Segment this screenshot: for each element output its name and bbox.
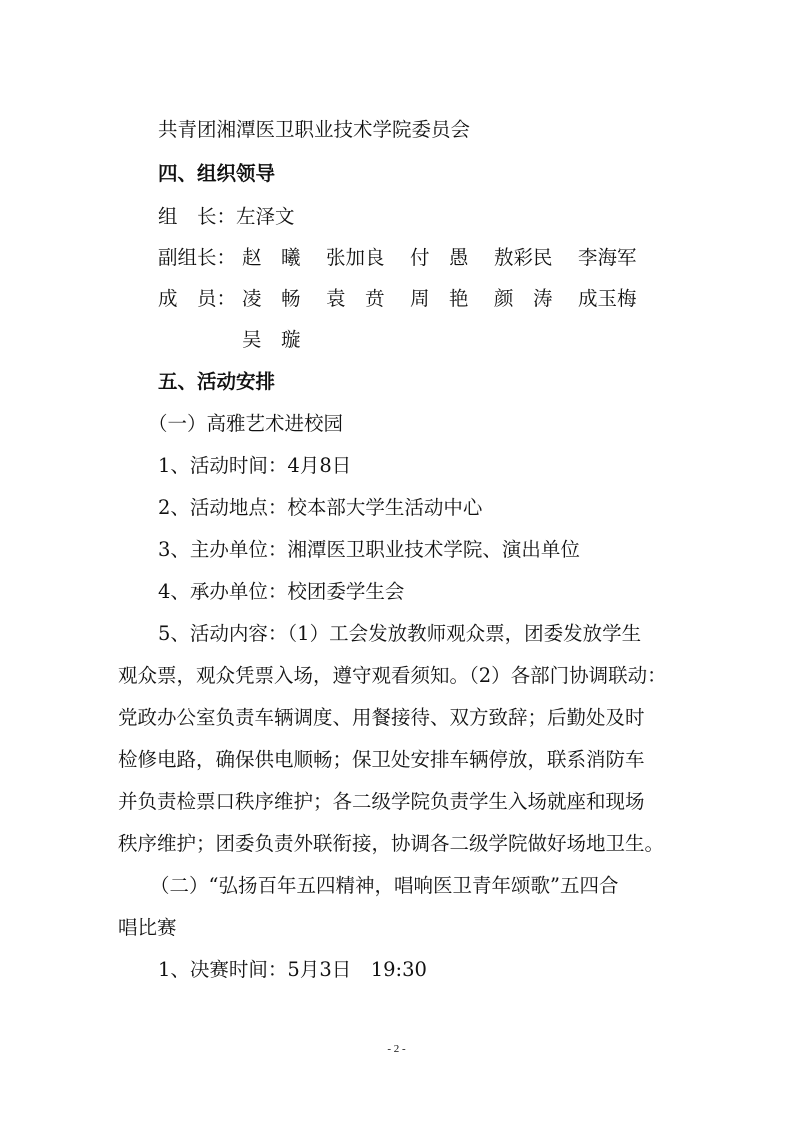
- member-name: 周 艳: [410, 287, 469, 310]
- member-name: 袁 贲: [326, 287, 385, 310]
- deputy-name: 李海军: [578, 246, 637, 269]
- members-row: [158, 287, 637, 311]
- deputy-name: 张加良: [326, 246, 385, 269]
- leader-row: [158, 205, 295, 229]
- content-line: 检修电路，确保供电顺畅；保卫处安排车辆停放，联系消防车: [118, 748, 645, 771]
- content-line: 5、活动内容：（1）工会发放教师观众票，团委发放学生: [158, 622, 642, 645]
- content-line: 秩序维护；团委负责外联衔接，协调各二级学院做好场地卫生。: [118, 832, 665, 855]
- sub2-title: （二）“弘扬百年五四精神，唱响医卫青年颂歌”五四合: [150, 874, 619, 897]
- member-name: 颜 涛: [494, 287, 553, 310]
- content-line: 党政办公室负责车辆调度、用餐接待、双方致辞；后勤处及时: [118, 706, 645, 729]
- deputy-name: 赵 曦: [242, 246, 301, 269]
- sub2-item: 1、决赛时间：5月3日 19:30: [158, 958, 427, 981]
- members-label: 成 员：: [158, 287, 237, 310]
- leader-label: 组 长：: [158, 205, 237, 228]
- member-name: 凌 畅: [242, 287, 301, 310]
- deputy-label: 副组长：: [158, 246, 237, 269]
- leader-name: 左泽文: [236, 205, 295, 228]
- member-name: 成玉梅: [578, 287, 637, 310]
- section4-heading: 四、组织领导: [158, 162, 276, 185]
- sub1-item: 2、活动地点：校本部大学生活动中心: [158, 496, 483, 519]
- page-number: - 2 -: [387, 1043, 406, 1055]
- deputy-name: 敖彩民: [494, 246, 553, 269]
- member-name: 吴 璇: [242, 328, 301, 351]
- sub1-title: （一）高雅艺术进校园: [148, 412, 344, 435]
- deputy-row: [158, 246, 637, 270]
- sub1-item: 4、承办单位：校团委学生会: [158, 580, 405, 603]
- section5-heading: 五、活动安排: [158, 370, 276, 393]
- org-name: 共青团湘潭医卫职业技术学院委员会: [158, 118, 471, 141]
- content-line: 并负责检票口秩序维护；各二级学院负责学生入场就座和现场: [118, 790, 645, 813]
- sub2-title: 唱比赛: [118, 916, 177, 939]
- sub1-item: 3、主办单位：湘潭医卫职业技术学院、演出单位: [158, 538, 580, 561]
- sub1-item: 1、活动时间：4月8日: [158, 454, 352, 477]
- content-line: 观众票，观众凭票入场，遵守观看须知。（2）各部门协调联动：: [118, 664, 667, 687]
- deputy-name: 付 愚: [410, 246, 469, 269]
